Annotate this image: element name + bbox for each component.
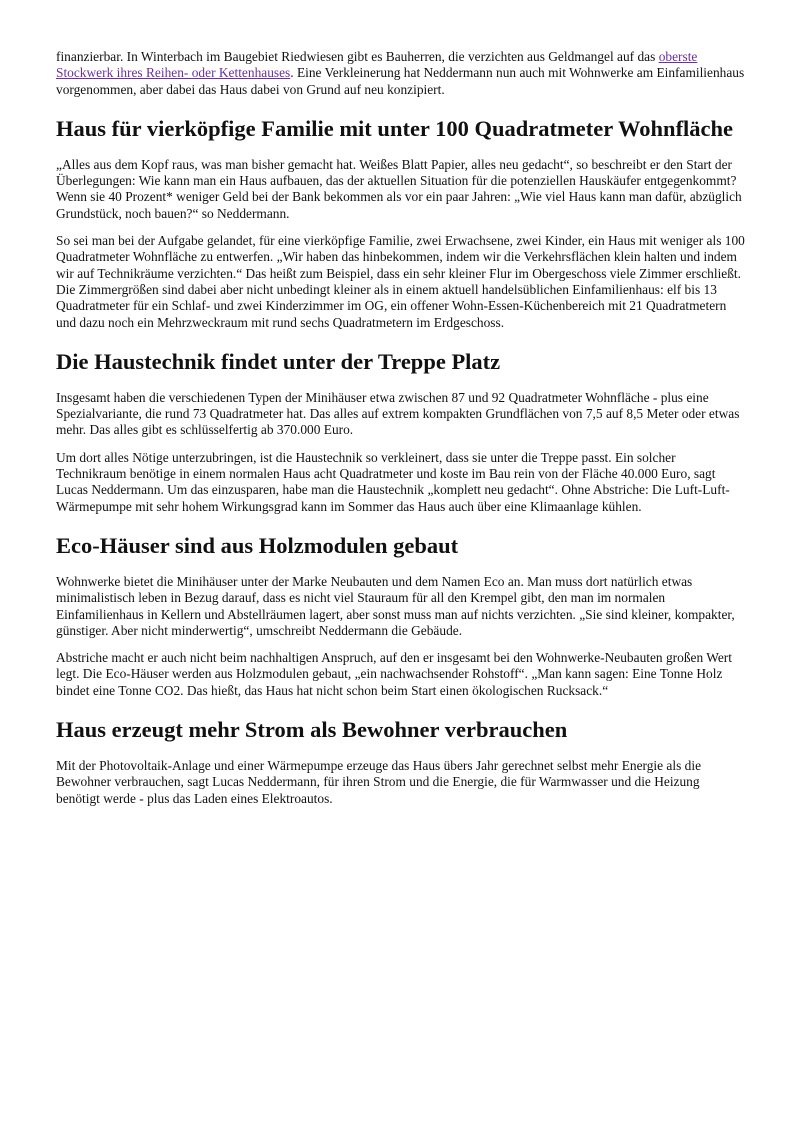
intro-text-before-link: finanzierbar. In Winterbach im Baugebiet Riedwiesen gibt es Bauherren, die verzichten aus Geldmangel auf das xyxy=(56,49,659,64)
paragraph-haustechnik-1: Insgesamt haben die verschiedenen Typen der Minihäuser etwa zwischen 87 und 92 Quadratmeter Wohnfläche - plus eine Spezialvariante, die rund 73 Quadratmeter hat. Das alles auf extrem kompakten Grundflächen von 7,5 auf 8,5 Meter oder etwas mehr. Das alles gibt es schlüsselfertig ab 370.000 Euro. xyxy=(56,389,740,438)
section-heading-familie: Haus für vierköpfige Familie mit unter 100 Quadratmeter Wohnfläche xyxy=(56,115,734,141)
section-heading-haustechnik: Die Haustechnik findet unter der Treppe Platz xyxy=(56,348,501,374)
paragraph-eco-1: Wohnwerke bietet die Minihäuser unter der Marke Neubauten und dem Namen Eco an. Man muss dort natürlich etwas minimalistisch leben in Bezug darauf, dass es nicht viel Stauraum für all den Krempel gibt, den man im normalen Einfamilienhaus in Kellern und Abstellräumen lagert, aber sonst muss man auf nichts verzichten. „Sie sind kleiner, kompakter, günstiger. Aber nicht minderwertig“, umschreibt Neddermann die Gebäude. xyxy=(56,573,735,638)
paragraph-strom-1: Mit der Photovoltaik-Anlage und einer Wärmepumpe erzeuge das Haus übers Jahr gerechnet selbst mehr Energie als die Bewohner verbrauchen, sagt Lucas Neddermann, für ihren Strom und die Energie, die für Warmwasser und die Heizung benötigt werde - plus das Laden eines Elektroautos. xyxy=(56,758,702,806)
paragraph-haustechnik-2: Um dort alles Nötige unterzubringen, ist die Haustechnik so verkleinert, dass sie unter die Treppe passt. Ein solcher Technikraum benötige in einem normalen Haus acht Quadratmeter und koste im Bau rein von der Fläche 40.000 Euro, sagt Lucas Neddermann. Um das einzusparen, habe man die Haustechnik „komplett neu gedacht“. Ohne Abstriche: Die Luft-Luft-Wärmepumpe mit sehr hohem Wirkungsgrad kann im Sommer das Haus auch über eine Klimaanlage kühlen. xyxy=(56,449,730,514)
section-heading-eco-haeuser: Eco-Häuser sind aus Holzmodulen gebaut xyxy=(56,532,459,558)
article-body xyxy=(56,49,746,807)
intro-paragraph xyxy=(56,49,746,98)
paragraph-familie-2: So sei man bei der Aufgabe gelandet, für eine vierköpfige Familie, zwei Erwachsene, zwei Kinder, ein Haus mit weniger als 100 Quadratmeter Wohnfläche zu entwerfen. „Wir haben das hinbekommen, indem wir die Verkehrsflächen klein halten und indem wir auf Technikräume verzichten.“ Das heißt zum Beispiel, dass ein sehr kleiner Flur im Obergeschoss viele Zimmer erschließt. Die Zimmergrößen sind dabei aber nicht unbedingt kleiner als in einem aktuell handelsüblichen Einfamilienhaus: elf bis 13 Quadratmeter für ein Schlaf- und zwei Kinderzimmer im OG, ein offener Wohn-Essen-Küchenbereich mit 21 Quadratmetern und dazu noch ein Mehrzweckraum mit rund sechs Quadratmetern im Erdgeschoss. xyxy=(56,233,745,330)
paragraph-eco-2: Abstriche macht er auch nicht beim nachhaltigen Anspruch, auf den er insgesamt bei den Wohnwerke-Neubauten großen Wert legt. Die Eco-Häuser werden aus Holzmodulen gebaut, „ein nachwachsender Rohstoff“. „Man kann sagen: Eine Tonne Holz bindet eine Tonne CO2. Das hießt, das Haus hat nicht schon beim Start einen ökologischen Rucksack.“ xyxy=(56,650,732,698)
intro-text-after-link: . Eine Verkleinerung hat Neddermann nun auch mit Wohnwerke am Einfamilienhaus vorgenommen, aber dabei das Haus dabei von Grund auf neu konzipiert. xyxy=(56,65,745,97)
paragraph-familie-1: „Alles aus dem Kopf raus, was man bisher gemacht hat. Weißes Blatt Papier, alles neu gedacht“, so beschreibt er den Start der Überlegungen: Wie kann man ein Haus aufbauen, das der aktuellen Situation für die potenziellen Hauskäufer entgegenkommt? Wenn sie 40 Prozent* weniger Geld bei der Bank bekommen als vor ein paar Jahren: „Wie viel Haus kann man dafür, abzüglich Grundstück, noch bauen?“ so Neddermann. xyxy=(56,156,742,221)
stockwerk-article-link[interactable]: oberste Stockwerk ihres Reihen- oder Kettenhauses xyxy=(56,49,698,81)
section-heading-strom: Haus erzeugt mehr Strom als Bewohner verbrauchen xyxy=(56,717,568,743)
